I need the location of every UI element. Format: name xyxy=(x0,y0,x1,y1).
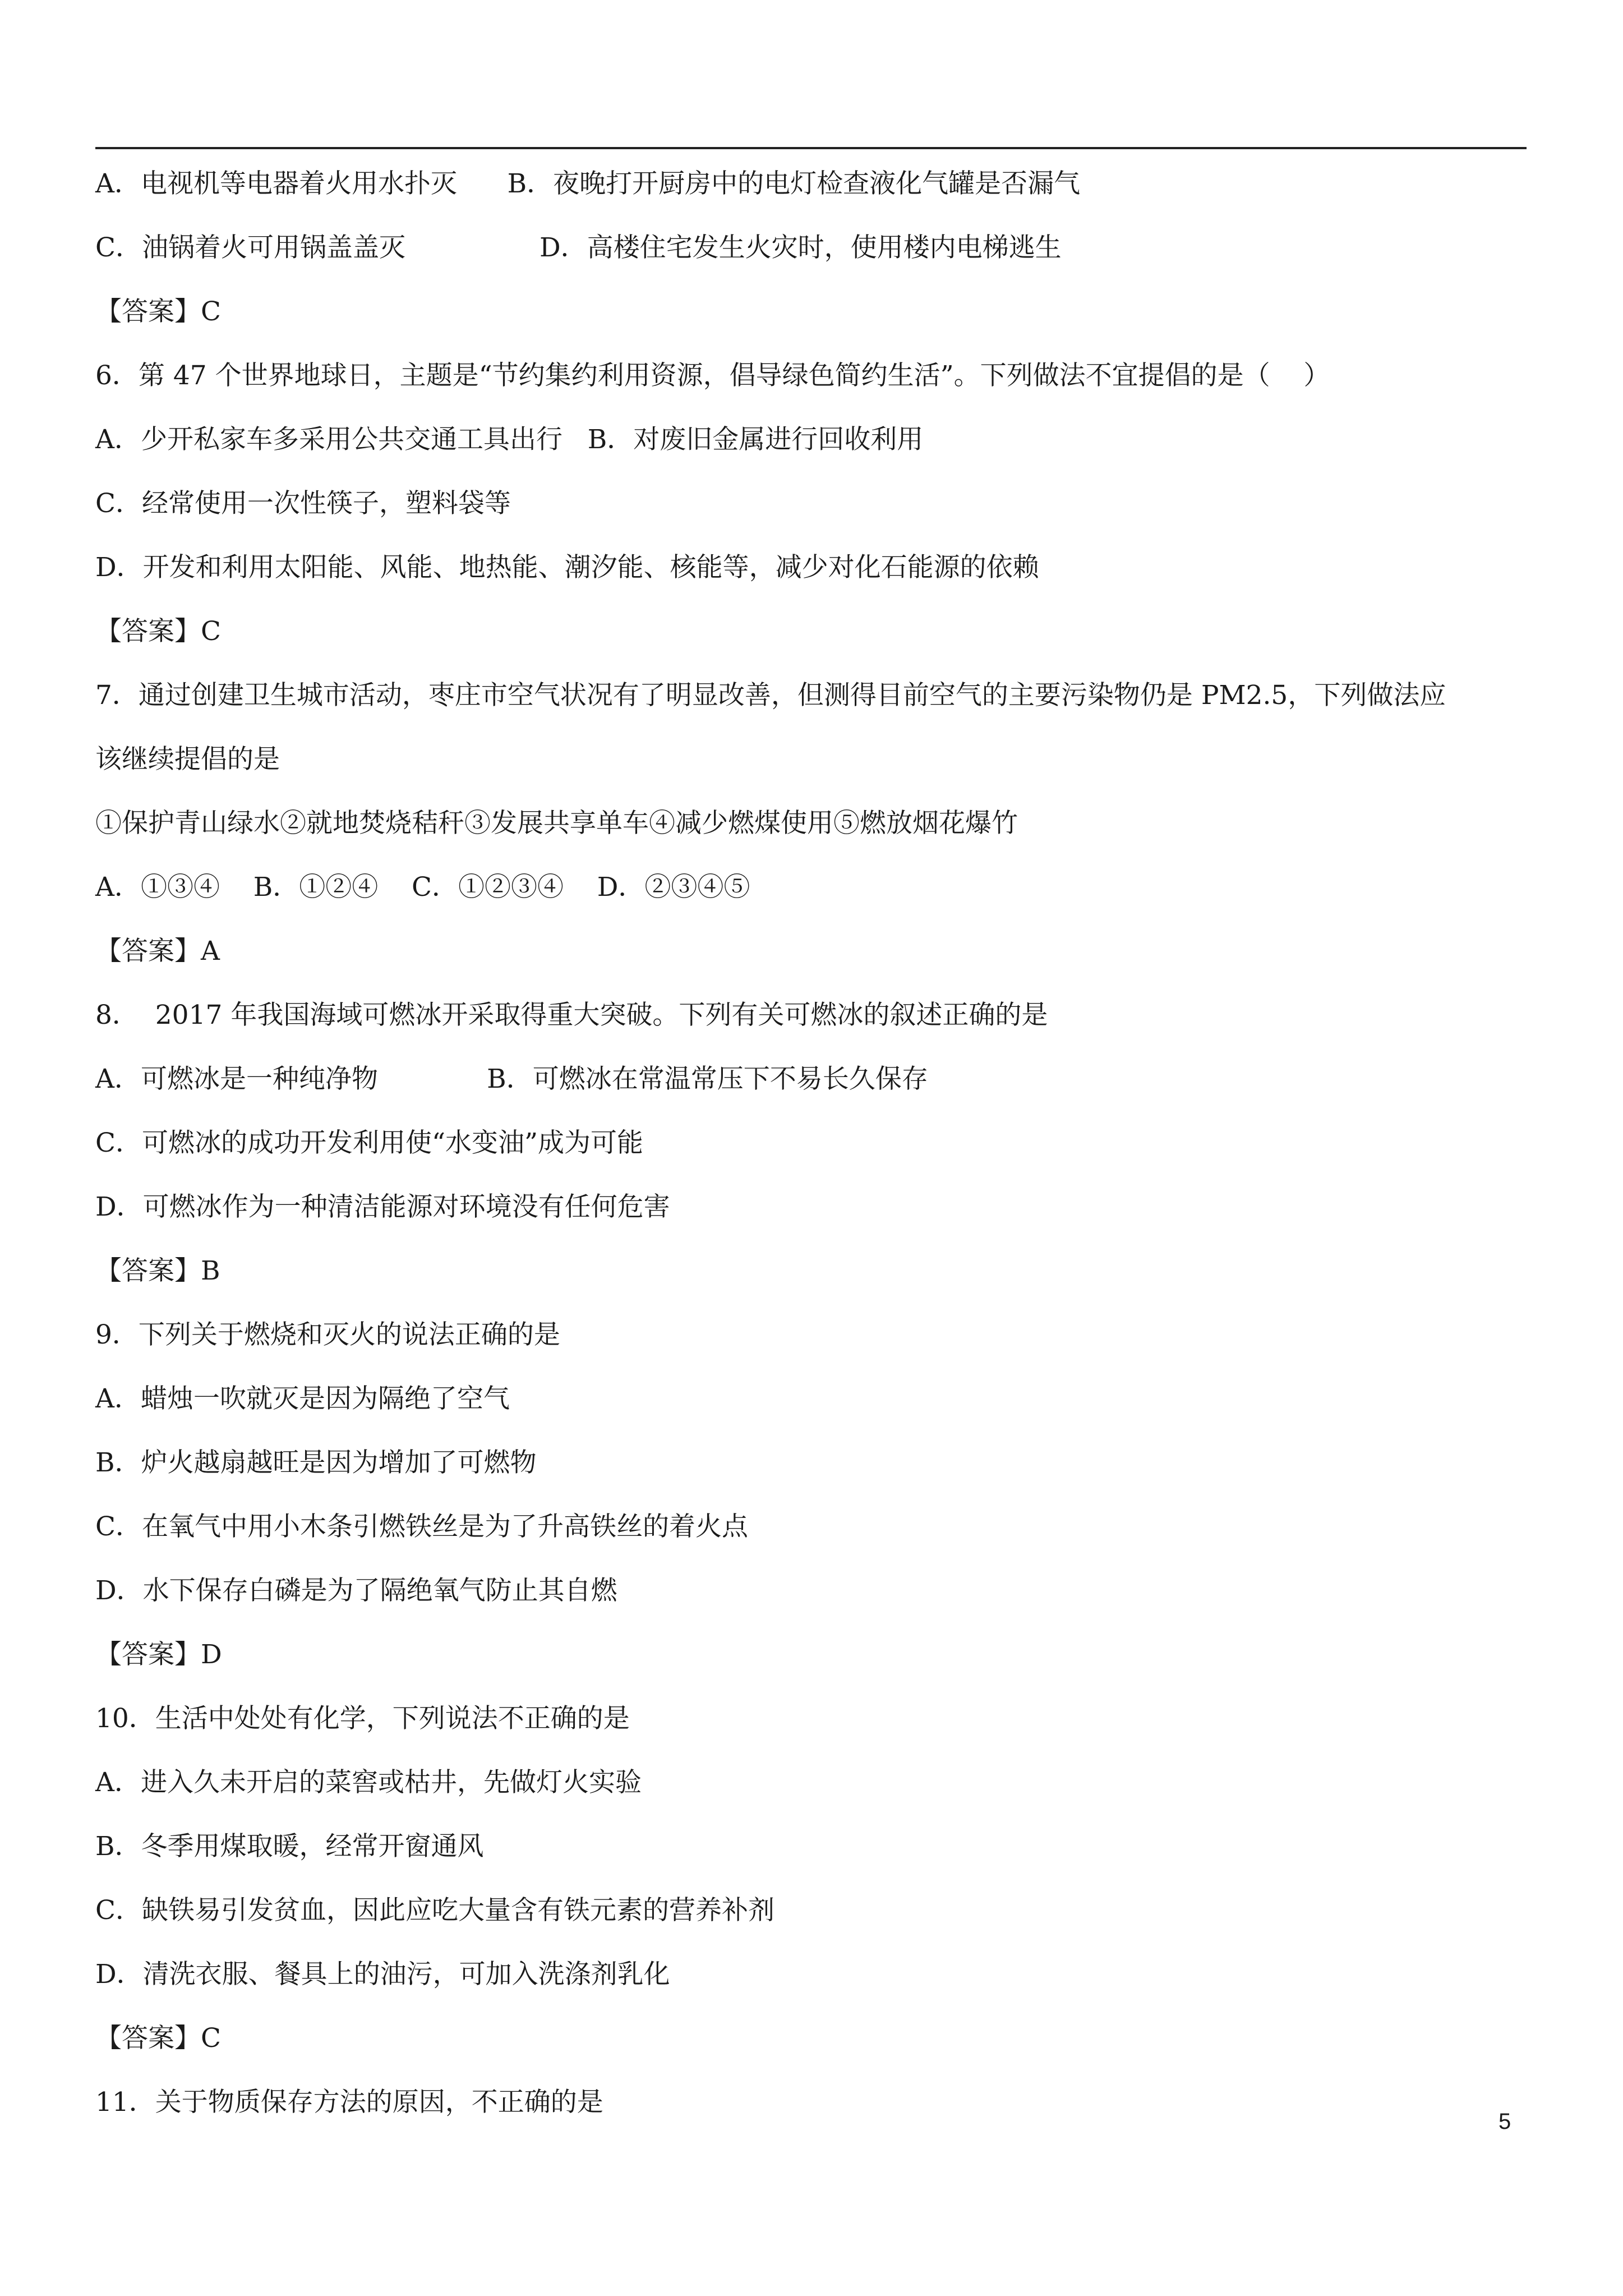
q10-answer: 【答案】C xyxy=(95,2023,221,2054)
q7-items: ①保护青山绿水②就地焚烧秸秆③发展共享单车④减少燃煤使用⑤燃放烟花爆竹 xyxy=(95,808,1018,839)
q11-stem: 11．关于物质保存方法的原因，不正确的是 xyxy=(95,2087,603,2118)
q9-answer: 【答案】D xyxy=(95,1639,222,1670)
q7-options: A．①③④ B．①②④ C．①②③④ D．②③④⑤ xyxy=(95,872,750,903)
q9-option-d: D．水下保存白磷是为了隔绝氧气防止其自燃 xyxy=(95,1575,617,1606)
q6-option-d: D．开发和利用太阳能、风能、地热能、潮汐能、核能等，减少对化石能源的依赖 xyxy=(95,552,1039,583)
q8-answer: 【答案】B xyxy=(95,1255,220,1286)
q10-option-a: A．进入久未开启的菜窖或枯井，先做灯火实验 xyxy=(95,1767,642,1798)
q7-stem-line2: 该继续提倡的是 xyxy=(95,744,280,775)
q8-option-d: D．可燃冰作为一种清洁能源对环境没有任何危害 xyxy=(95,1191,670,1222)
q9-stem: 9．下列关于燃烧和灭火的说法正确的是 xyxy=(95,1319,560,1350)
q10-stem: 10．生活中处处有化学，下列说法不正确的是 xyxy=(95,1703,630,1734)
q5-options-ab: A．电视机等电器着火用水扑灭 B．夜晚打开厨房中的电灯检查液化气罐是否漏气 xyxy=(95,168,1081,199)
header-rule xyxy=(95,147,1527,149)
q7-stem-line1: 7．通过创建卫生城市活动，枣庄市空气状况有了明显改善，但测得目前空气的主要污染物仍是 PM2.5，下列做法应 xyxy=(95,680,1446,711)
q6-stem: 6．第 47 个世界地球日，主题是“节约集约利用资源，倡导绿色简约生活”。下列做法不宜提倡的是（ ） xyxy=(95,360,1330,391)
q6-option-c: C．经常使用一次性筷子，塑料袋等 xyxy=(95,488,511,519)
q10-option-d: D．清洗衣服、餐具上的油污，可加入洗涤剂乳化 xyxy=(95,1959,670,1990)
q9-option-a: A．蜡烛一吹就灭是因为隔绝了空气 xyxy=(95,1383,510,1414)
q10-option-c: C．缺铁易引发贫血，因此应吃大量含有铁元素的营养补剂 xyxy=(95,1895,774,1926)
q6-options-ab: A．少开私家车多采用公共交通工具出行 B．对废旧金属进行回收利用 xyxy=(95,424,924,455)
q5-answer: 【答案】C xyxy=(95,296,221,327)
q6-answer: 【答案】C xyxy=(95,616,221,647)
q8-option-c: C．可燃冰的成功开发利用使“水变油”成为可能 xyxy=(95,1128,644,1158)
q9-option-c: C．在氧气中用小木条引燃铁丝是为了升高铁丝的着火点 xyxy=(95,1511,748,1542)
q8-options-ab: A．可燃冰是一种纯净物 B．可燃冰在常温常压下不易长久保存 xyxy=(95,1064,928,1094)
q7-answer: 【答案】A xyxy=(95,936,220,967)
q9-option-b: B．炉火越扇越旺是因为增加了可燃物 xyxy=(95,1447,537,1478)
q5-options-cd: C．油锅着火可用锅盖盖灭 D．高楼住宅发生火灾时，使用楼内电梯逃生 xyxy=(95,232,1062,263)
q8-stem: 8． 2017 年我国海域可燃冰开采取得重大突破。下列有关可燃冰的叙述正确的是 xyxy=(95,1000,1048,1030)
q10-option-b: B．冬季用煤取暖，经常开窗通风 xyxy=(95,1831,484,1862)
page-number: 5 xyxy=(1498,2109,1511,2134)
